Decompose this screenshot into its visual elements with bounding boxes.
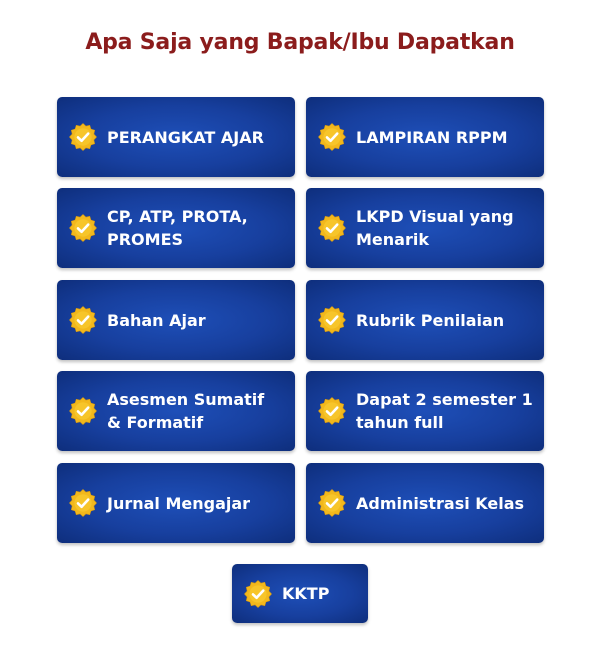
benefit-card — [306, 280, 544, 360]
verified-badge-icon — [318, 306, 346, 334]
verified-badge-icon — [318, 214, 346, 242]
page-title: Apa Saja yang Bapak/Ibu Dapatkan — [85, 30, 515, 55]
benefit-label: Rubrik Penilaian — [356, 310, 505, 330]
benefit-label: Dapat 2 semester 1 tahun full — [356, 390, 533, 432]
benefit-label: LAMPIRAN RPPM — [356, 127, 508, 147]
verified-badge-icon — [69, 489, 97, 517]
verified-badge-icon — [318, 397, 346, 425]
benefit-card — [57, 371, 295, 451]
benefit-card — [306, 97, 544, 177]
benefit-card — [306, 371, 544, 451]
benefit-label: Jurnal Mengajar — [107, 493, 251, 513]
benefit-label: LKPD Visual yang Menarik — [356, 207, 514, 249]
benefit-label: Administrasi Kelas — [356, 493, 525, 513]
benefit-card — [306, 188, 544, 268]
verified-badge-icon — [69, 123, 97, 151]
verified-badge-icon — [318, 489, 346, 517]
verified-badge-icon — [69, 306, 97, 334]
verified-badge-icon — [244, 580, 272, 608]
benefit-card — [232, 564, 368, 623]
benefit-label: Bahan Ajar — [107, 310, 206, 330]
benefit-card — [306, 463, 544, 543]
benefit-card — [57, 280, 295, 360]
benefit-card — [57, 463, 295, 543]
verified-badge-icon — [69, 214, 97, 242]
benefit-label: Asesmen Sumatif & Formatif — [107, 390, 265, 432]
benefit-label: KKTP — [282, 584, 330, 603]
benefit-label: PERANGKAT AJAR — [107, 127, 264, 147]
benefit-card — [57, 97, 295, 177]
benefit-card — [57, 188, 295, 268]
benefit-label: CP, ATP, PROTA, PROMES — [107, 207, 248, 249]
verified-badge-icon — [69, 397, 97, 425]
verified-badge-icon — [318, 123, 346, 151]
